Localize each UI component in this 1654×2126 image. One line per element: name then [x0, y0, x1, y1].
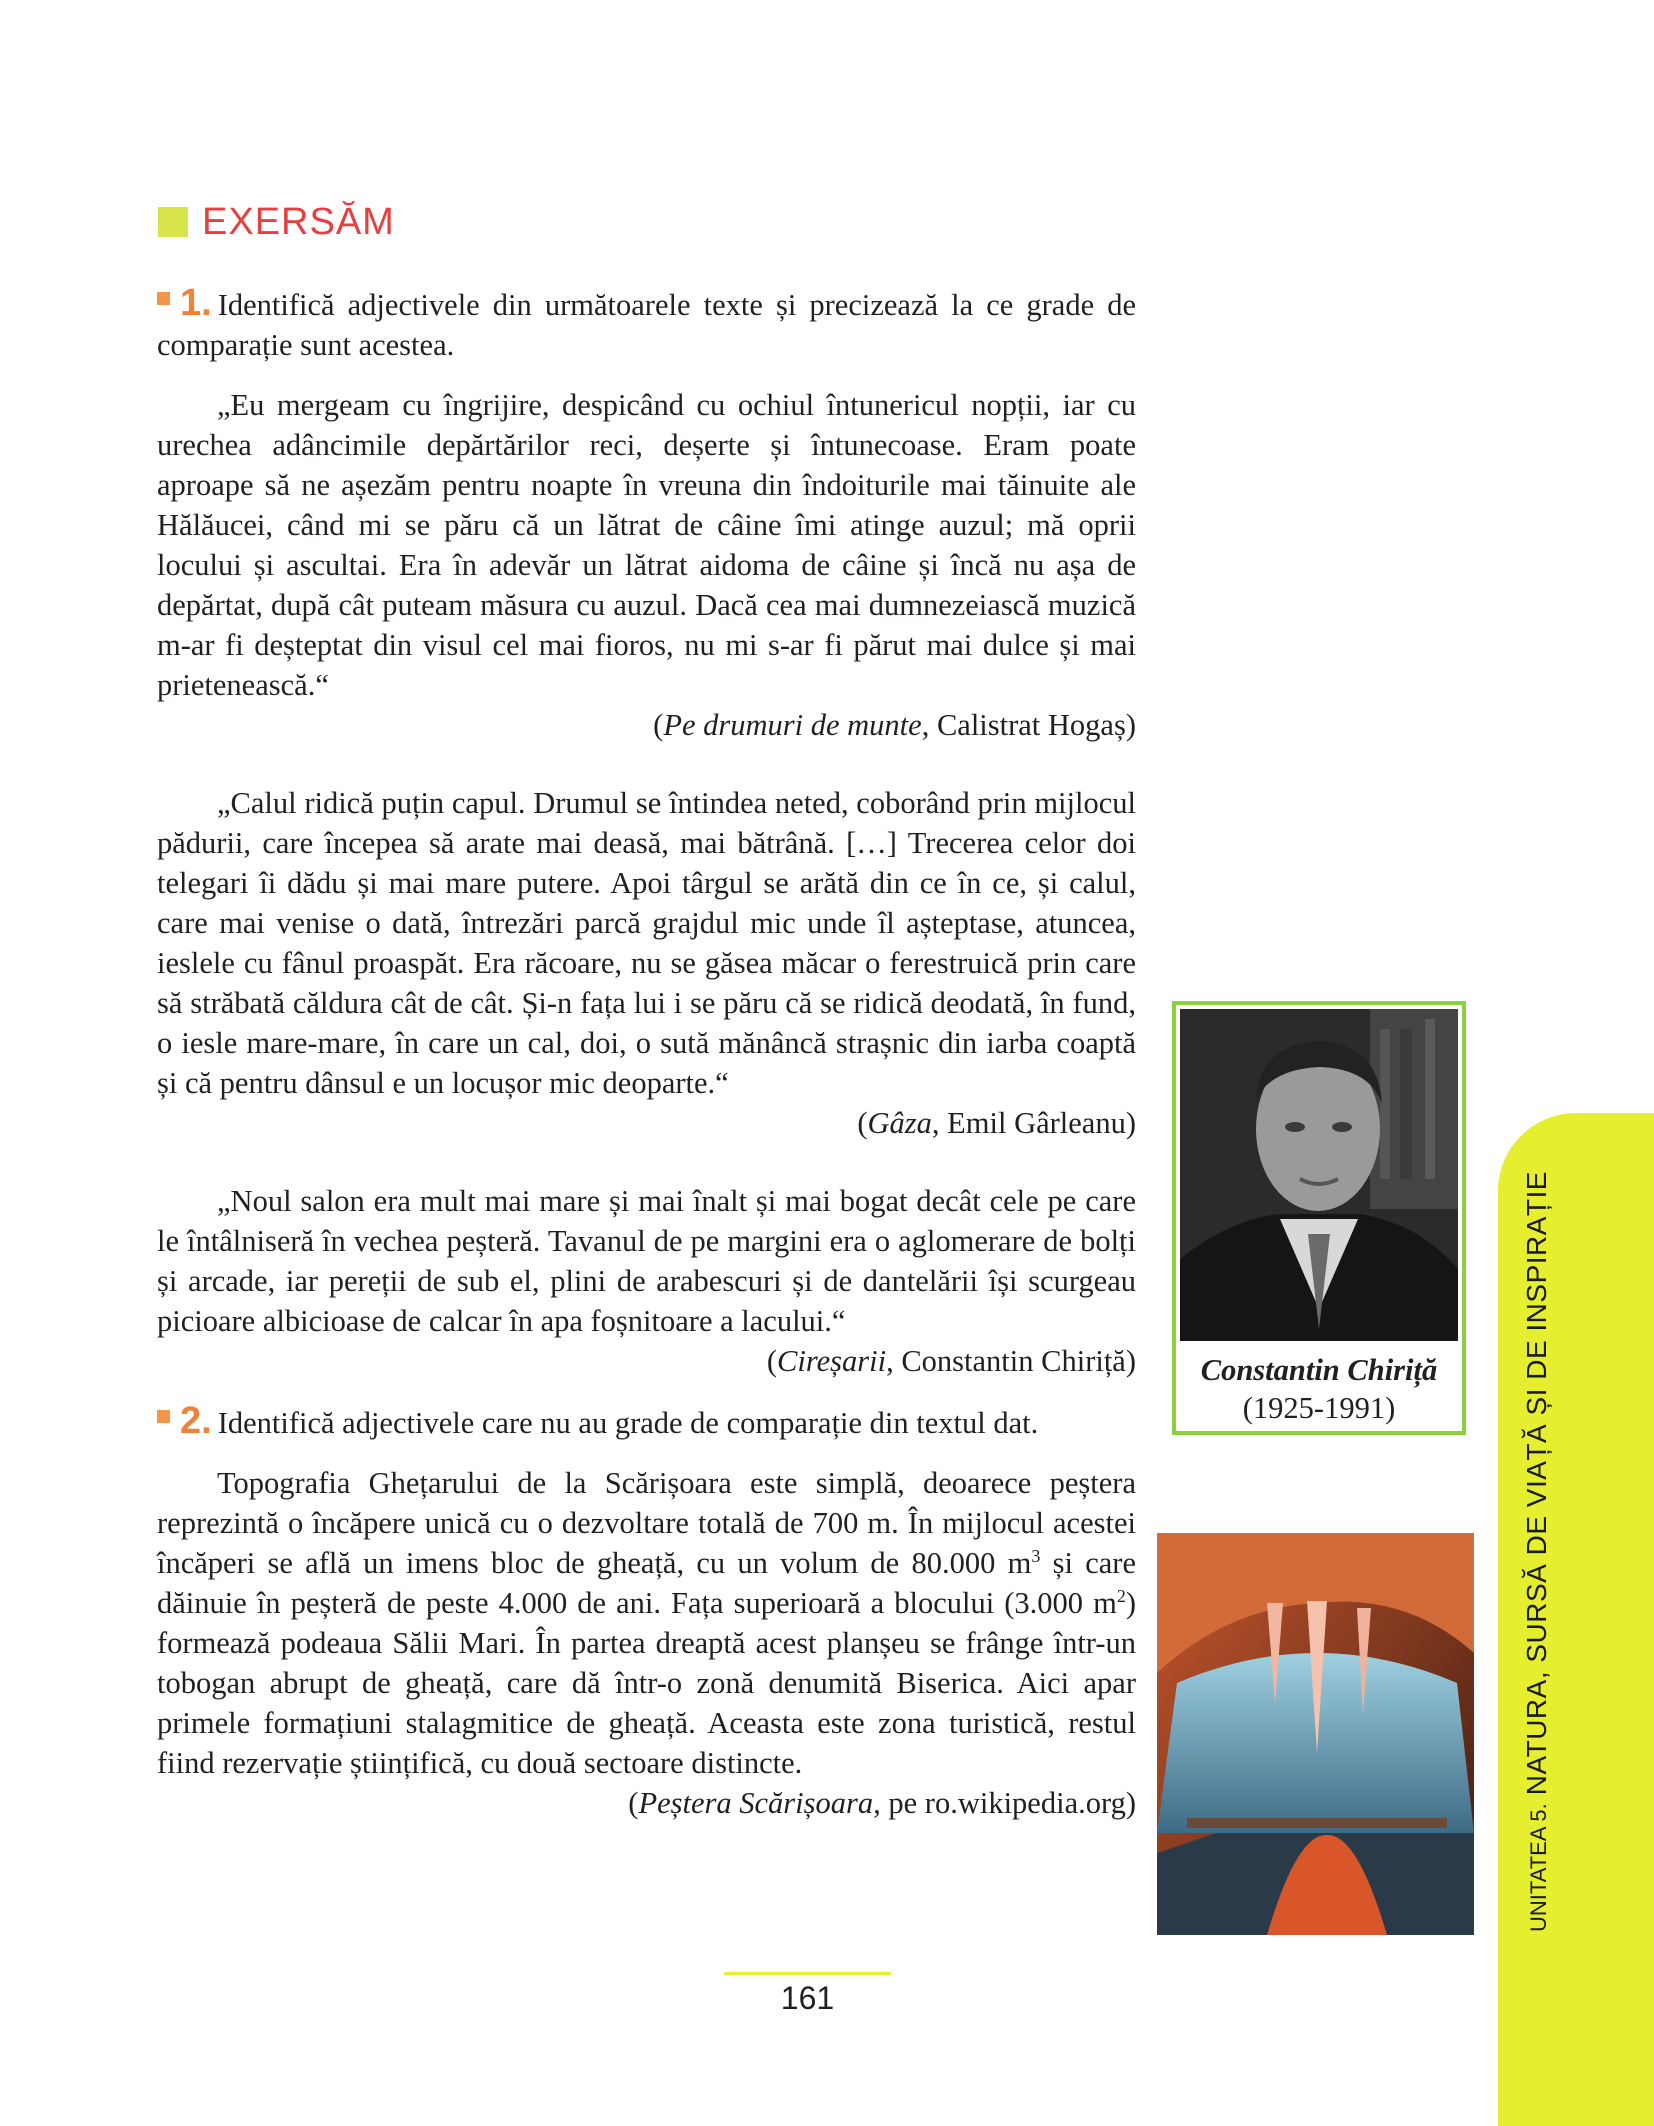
section-header	[158, 196, 395, 248]
author-portrait-card	[1172, 1001, 1466, 1435]
page-number-rule	[724, 1972, 891, 1975]
bullet-square-icon	[157, 1410, 170, 1423]
unit-number-label: UNITATEA 5.	[1526, 1803, 1551, 1932]
portrait-name: Constantin Chiriță	[1200, 1353, 1438, 1387]
portrait-years: (1925-1991)	[1242, 1391, 1396, 1425]
page-number: 161	[780, 1980, 835, 2016]
exercise-2-text: Topografia Ghețarului de la Scărișoara este simplă, deoarece peștera reprezintă o încăpere unică cu o dezvoltare totală de 700 m. În mijlocul acestei încăperi se află un imens bloc de gheață, cu un volum de 80.000 $m^3$ și care dăinuie în peșteră de peste 4.000 de ani. Fața superioară a blocului (3.000 $m^2$) formează podeaua Sălii Mari. În partea dreaptă acest planșeu se frânge într-un tobogan abrupt de gheață, care dă într-o zonă denumită Biserica. Aici apar primele formațiuni stalagmitice de gheață. Aceasta este zona turistică, restul fiind rezervație științifică, cu două sectoare distincte.	[157, 1466, 1136, 1780]
exercise-2-instruction: Identifică adjectivele care nu au grade de comparație din textul dat.	[217, 1406, 1039, 1440]
bullet-square-icon	[157, 292, 170, 305]
exercise-1-instruction: Identifică adjectivele din următoarele texte și precizează la ce grade de comparație sunt acestea.	[157, 288, 1136, 362]
quote-3-text: „Noul salon era mult mai mare și mai înalt și mai bogat decât cele pe care le întâlniseră în vechea peșteră. Tavanul de pe margini era o aglomerare de bolți și arcade, iar pereții de sub el, plini de arabescuri și de dantelării își scurgeau picioare albicioase de calcar în apa foșnitoare a lacului.“	[157, 1184, 1136, 1338]
exercise-2-number: 2.	[180, 1400, 212, 1442]
quote-3-source-title: Cireșarii	[777, 1344, 887, 1378]
section-square-icon	[158, 207, 188, 237]
quote-1-source: (Pe drumuri de munte, Calistrat Hogaș)	[653, 708, 1136, 742]
exercise-1-number: 1.	[180, 282, 212, 324]
portrait-caption	[1176, 1351, 1462, 1427]
section-title: EXERSĂM	[202, 200, 395, 243]
quote-2-source: (Gâza, Emil Gârleanu)	[857, 1106, 1136, 1140]
exercise-2-source-title: Peștera Scărișoara,	[638, 1786, 881, 1820]
unit-title-label: NATURA, SURSĂ DE VIAȚĂ ȘI DE INSPIRAȚIE	[1521, 1171, 1552, 1796]
main-content	[157, 283, 1136, 1823]
exercise-2	[157, 1401, 1136, 1443]
unit-side-label	[1507, 1132, 1567, 1932]
quote-3-source: (Cireșarii, Constantin Chiriță)	[766, 1344, 1136, 1378]
cave-photo	[1157, 1533, 1474, 1935]
quote-1-text: „Eu mergeam cu îngrijire, despicând cu ochiul întunericul nopții, iar cu urechea adâncimile depărtărilor reci, deșerte și întunecoase. Eram poate aproape să ne așezăm pentru noapte în vreuna din îndoiturile mai tăinuite ale Hălăucei, când mi se păru că un lătrat de câine îmi atinge auzul; mă oprii locului și ascultai. Era în adevăr un lătrat aidoma de câine și încă nu așa de depărtat, după cât puteam măsura cu auzul. Dacă cea mai dumnezeiască muzică m-ar fi deșteptat din visul cel mai fioros, nu mi s-ar fi părut mai dulce și mai prietenească.“	[157, 388, 1136, 702]
quote-2-source-title: Gâza	[867, 1106, 932, 1140]
exercise-1	[157, 283, 1136, 365]
quote-2-text: „Calul ridică puțin capul. Drumul se întindea neted, coborând prin mijlocul pădurii, care începea să arate mai deasă, mai bătrână. […] Trecerea celor doi telegari îi dădu și mai mare putere. Apoi târgul se arătă din ce în ce, și calul, care mai venise o dată, întrezări parcă grajdul mic unde îl așteptase, atuncea, ieslele cu fânul proaspăt. Era răcoare, nu se găsea măcar o ferestruică prin care să străbată căldura cât de cât. Și-n fața lui i se păru că se ridică deodată, în fund, o iesle mare-mare, în care un cal, doi, o sută mănâncă strașnic din iarba coaptă și că pentru dânsul e un locușor mic deoparte.“	[157, 786, 1136, 1100]
exercise-2-source: (Peștera Scărișoara, pe ro.wikipedia.org)	[628, 1786, 1136, 1820]
quote-1-source-title: Pe drumuri de munte	[663, 708, 922, 742]
author-photo	[1180, 1009, 1458, 1341]
